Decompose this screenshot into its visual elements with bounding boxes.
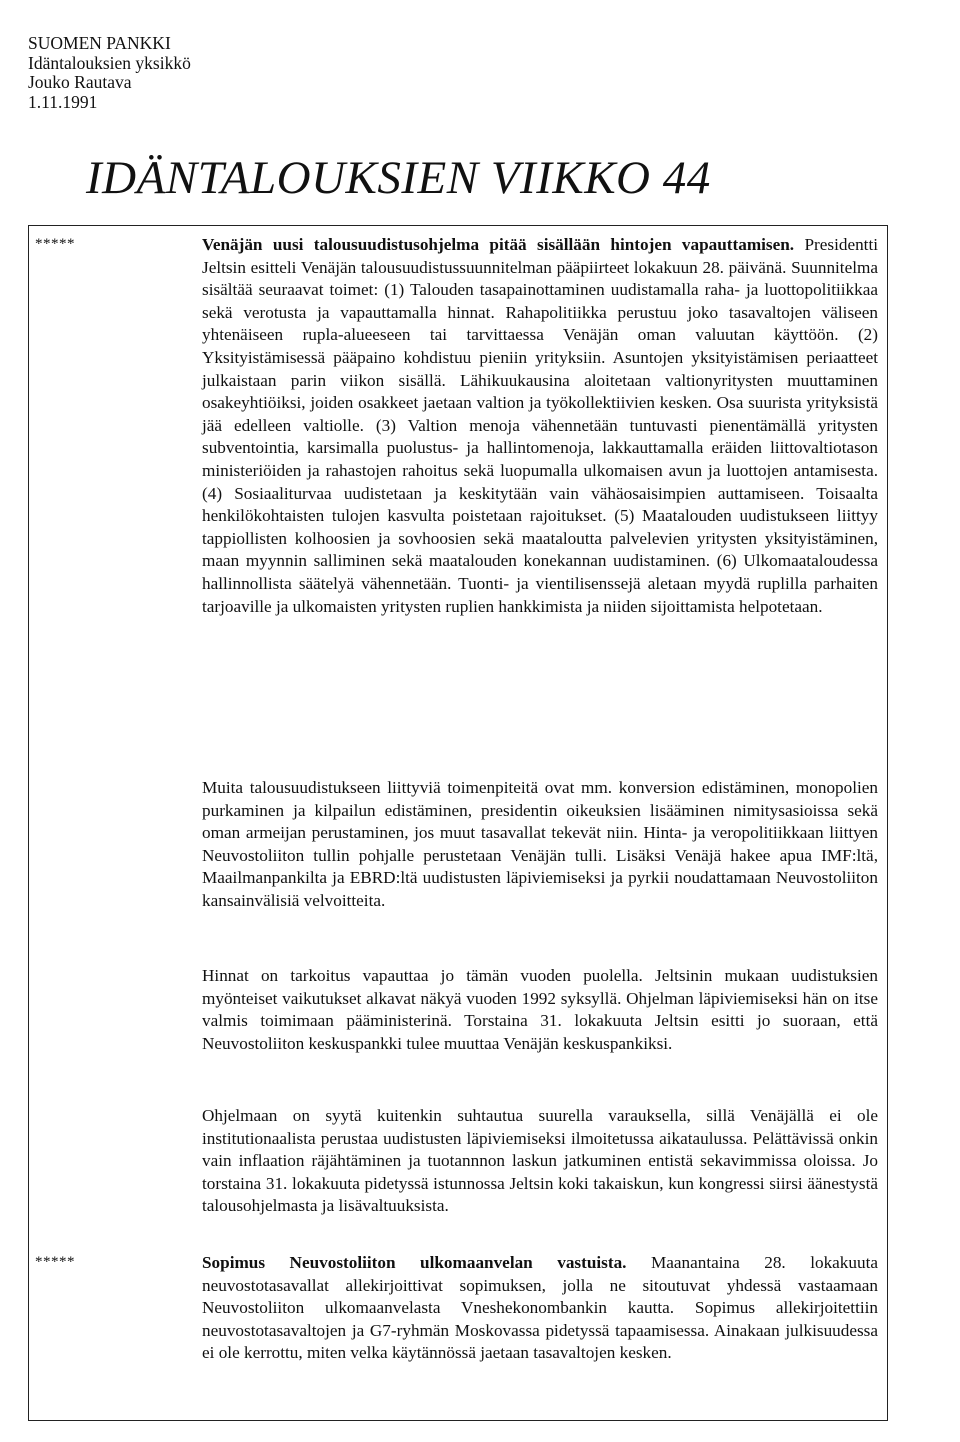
author-name: Jouko Rautava xyxy=(28,72,132,92)
organization-name: SUOMEN PANKKI xyxy=(28,33,171,53)
document-date: 1.11.1991 xyxy=(28,91,98,112)
section-marker: ***** xyxy=(35,1254,75,1270)
paragraph xyxy=(202,965,878,1055)
paragraph xyxy=(202,1252,878,1365)
paragraph-text: Ohjelmaan on syytä kuitenkin suhtautua suurella varauksella, sillä Venäjällä ei ole institutionaalista perustaa uudistusten läpiviemiseksi ilmoitetussa aikataulussa. Pelättävissä onkin vain inflaation räjähtäminen ja tuotannnon laskun jatkuminen entistä sekavimmissa oloissa. Jo torstaina 31. lokakuuta pidetyssä istunnossa Jeltsin koki takaiskun, kun kongressi siirsi äänestystä talousohjelmasta ja lisävaltuuksista. xyxy=(202,1106,878,1216)
paragraph xyxy=(202,777,878,913)
paragraph-text: Muita talousuudistukseen liittyviä toimenpiteitä ovat mm. konversion edistäminen, monopolien purkaminen ja kilpailun edistäminen, presidentin oikeuksien lisääminen nimitysasioissa sekä oman armeijan perustaminen, jos muut tasavallat tekevät niin. Hinta- ja veropolitiikkaan liittyen Neuvostoliiton tullin pohjalle perustetaan Venäjän tulli. Lisäksi Venäjä hakee apua IMF:ltä, Maailmanpankilta ja EBRD:ltä uudistusten läpiviemiseksi ja pyrkii noudattamaan Neuvostoliiton kansainvälisiä velvoitteita. xyxy=(202,778,878,910)
content-frame xyxy=(28,225,888,1421)
paragraph xyxy=(202,1105,878,1218)
section-marker: ***** xyxy=(35,236,75,252)
paragraph xyxy=(202,234,878,618)
paragraph-text: Maanantaina 28. lokakuuta neuvostotasavallat allekirjoittivat sopimuksen, jolla ne sitoutuvat yhdessä vastaamaan Neuvostoliiton ulkomaanvelasta Vneshekonombankin kautta. Sopimus allekirjoitettiin neuvostotasavaltojen ja G7-ryhmän Moskovassa pidetyssä tapaamisessa. Ainakaan julkisuudessa ei ole kerrottu, miten velka käytännössä jaetaan tasavaltojen kesken. xyxy=(202,1253,878,1363)
document-header xyxy=(28,34,191,112)
paragraph-lead: Venäjän uusi talousuudistusohjelma pitää sisällään hintojen vapauttamisen. xyxy=(202,235,795,254)
paragraph-text: Hinnat on tarkoitus vapauttaa jo tämän vuoden puolella. Jeltsinin mukaan uudistuksien myönteiset vaikutukset alkavat näkyä vuoden 1992 syksyllä. Ohjelman läpiviemiseksi hän on itse valmis toimimaan pääministerinä. Torstaina 31. lokakuuta Jeltsin esitti jo suoraan, että Neuvostoliiton keskuspankki tulee muuttaa Venäjän keskuspankiksi. xyxy=(202,966,878,1053)
unit-name: Idäntalouksien yksikkö xyxy=(28,52,191,73)
paragraph-text: Presidentti Jeltsin esitteli Venäjän talousuudistussuunnitelman pääpiirteet lokakuun 28. päivänä. Suunnitelma sisältää seuraavat toimet: (1) Talouden tasapainottaminen uudistamalla raha- ja luottopolitiikkaa sekä verotusta ja vapauttamalla hinnat. Rahapolitiikka perustuu joko tasavaltojen väliseen yhtenäiseen rupla-alueeseen tai tarvittaessa Venäjän oman valuutan käyttöön. (2) Yksityistämisessä pääpaino kohdistuu pieniin yrityksiin. Asuntojen yksityistämisen periaatteet julkaistaan parin viikon sisällä. Lähikuukausina aloitetaan valtionyritysten muuttaminen osakeyhtiöiksi, joiden osakkeet jaetaan valtion ja työkollektiivien kesken. Osa suurista yrityksistä jää edelleen valtiolle. (3) Valtion menoja vähennetään tuntuvasti pienentämällä yritysten subventointia, karsimalla puolustus- ja hallintomenoja, lakkauttamalla eräiden liittovaltiotason ministeriöiden ja rahastojen rahoitus sekä luopumalla ulkomaisen avun ja luottojen antamisesta. (4) Sosiaaliturvaa uudistetaan ja keskitytään vain vähäosaisimpien auttamiseen. Toisaalta henkilökohtaisten tulojen kasvulta poistetaan rajoitukset. (5) Maatalouden uudistukseen liittyy tappiollisten kolhoosien ja sovhoosien sekä maataloutta palvelevien yritysten yksityistäminen, maan myynnin salliminen sekä maatalouden konekannan uudistaminen. (6) Ulkomaataloudessa hallinnollista säätelyä vähennetään. Tuonti- ja vientilisenssejä aletaan myydä ruplilla parhaiten tarjoaville ja ulkomaisten yritysten ruplien hankkimista ja niiden sijoittamista helpotetaan. xyxy=(202,235,879,616)
paragraph-lead: Sopimus Neuvostoliiton ulkomaanvelan vastuista. xyxy=(202,1253,627,1272)
page-title: IDÄNTALOUKSIEN VIIKKO 44 xyxy=(86,152,711,204)
